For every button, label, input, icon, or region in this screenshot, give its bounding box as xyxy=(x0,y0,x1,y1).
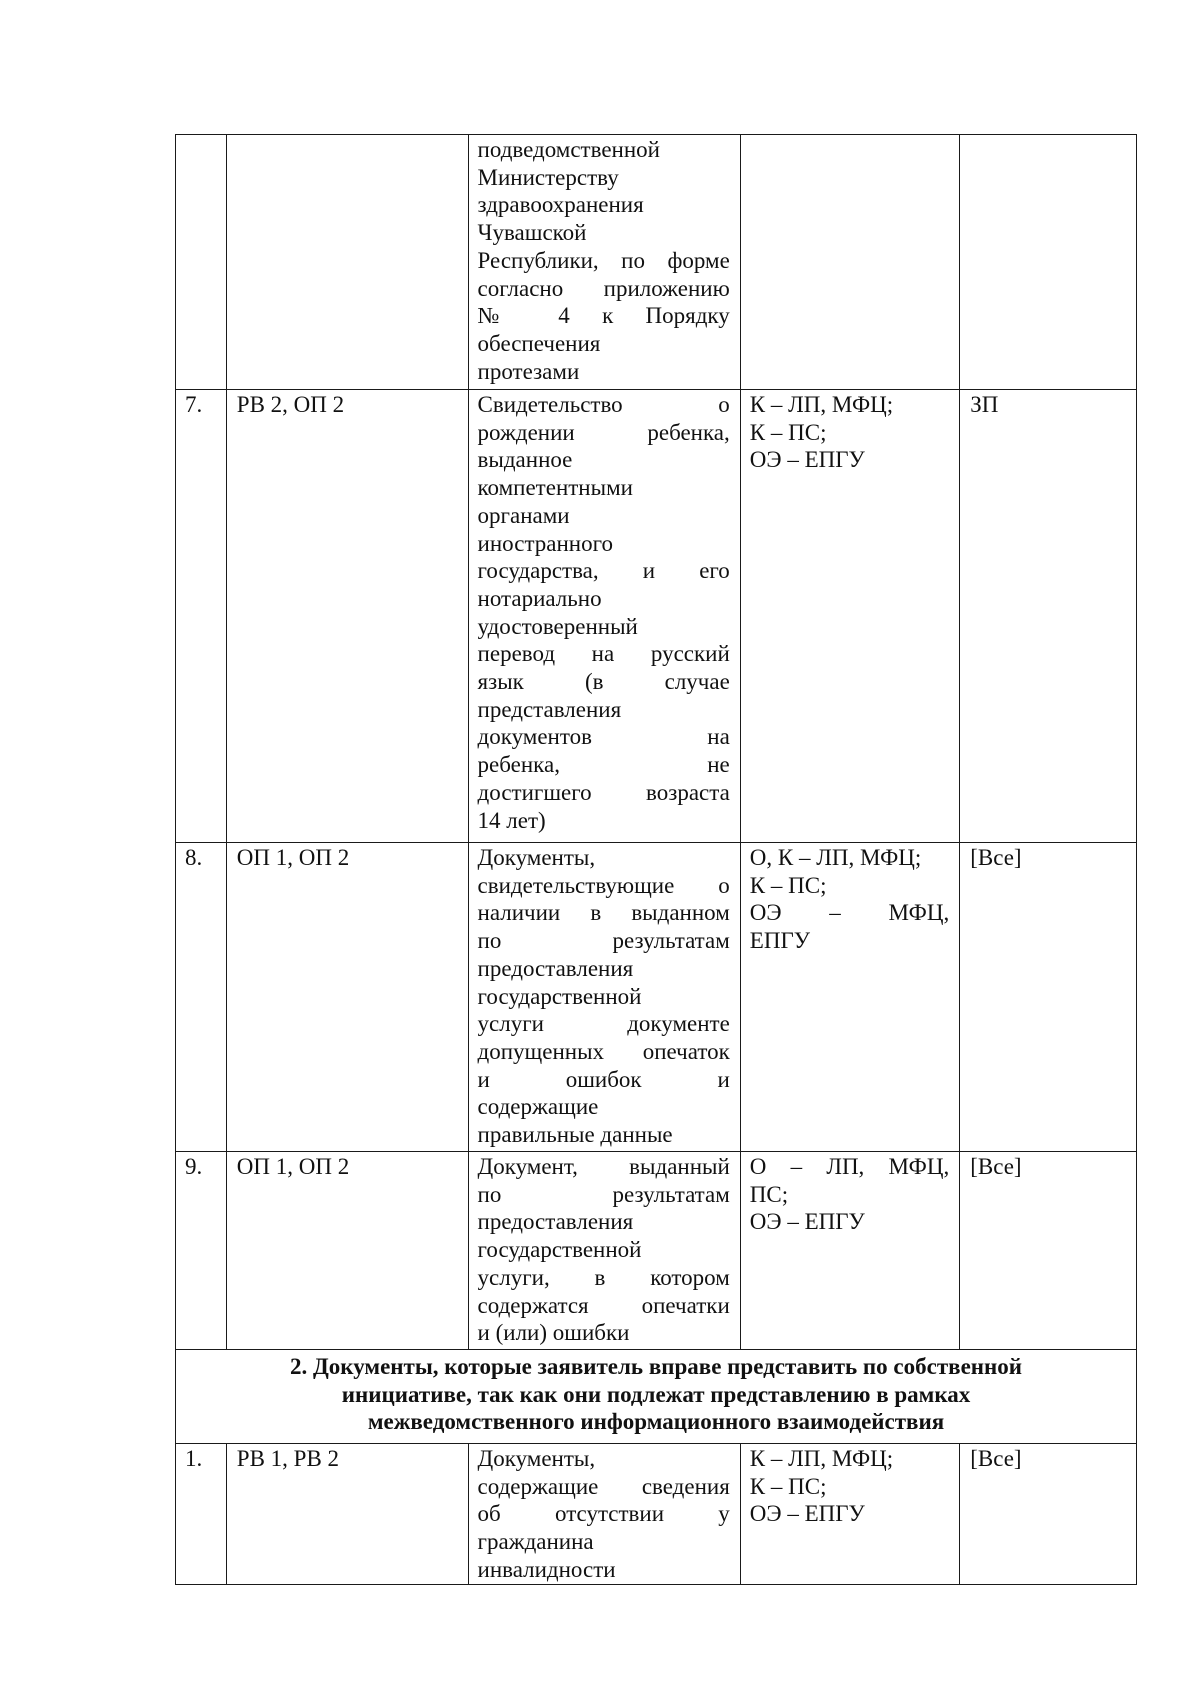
row-number: 9. xyxy=(176,1152,227,1350)
table-body xyxy=(176,135,1137,1585)
row-applicant-category xyxy=(960,390,1137,843)
section-heading-row xyxy=(176,1350,1137,1444)
section-heading-line: 2. Документы, которые заявитель вправе представить по собственной xyxy=(289,1354,1023,1379)
text-line: подведомственной xyxy=(477,137,660,162)
table-row xyxy=(176,1444,1137,1585)
row-code xyxy=(226,135,468,390)
text-line: [Все] xyxy=(970,845,1022,870)
section-heading xyxy=(176,1350,1137,1444)
text-line: инвалидности xyxy=(477,1556,616,1582)
row-submission-method xyxy=(740,843,959,1152)
text-line: услуги, в котором xyxy=(477,1264,730,1290)
text-line: 14 лет) xyxy=(477,807,546,833)
text-line: по результатам xyxy=(477,1181,730,1207)
section-heading-line: инициативе, так как они подлежат представлению в рамках xyxy=(341,1381,971,1407)
table-row xyxy=(176,135,1137,390)
text-line: содержатся опечатки xyxy=(477,1292,730,1318)
row-submission-method xyxy=(740,1152,959,1350)
text-line: Документы, xyxy=(477,1446,596,1471)
text-line: перевод на русский xyxy=(477,641,730,667)
table-row xyxy=(176,390,1137,843)
text-line: обеспечения xyxy=(477,330,601,356)
text-line: по результатам xyxy=(477,928,730,954)
text-line: О, К – ЛП, МФЦ; xyxy=(749,845,922,870)
text-line: ОЭ – ЕПГУ xyxy=(749,1501,865,1527)
text-line: и (или) ошибки xyxy=(477,1320,630,1346)
text-line: К – ПС; xyxy=(749,419,827,445)
table-row xyxy=(176,1152,1137,1350)
row-code: РВ 2, ОП 2 xyxy=(226,390,468,843)
text-line: ОЭ – МФЦ, xyxy=(749,900,950,926)
row-number: 7. xyxy=(176,390,227,843)
text-line: согласно приложению xyxy=(477,275,730,301)
text-line: [Все] xyxy=(970,1154,1022,1179)
documents-table xyxy=(175,134,1137,1585)
text-line: Свидетельство о xyxy=(477,392,730,417)
text-line: здравоохранения xyxy=(477,192,644,218)
row-submission-method xyxy=(740,135,959,390)
text-line: ОЭ – ЕПГУ xyxy=(749,1209,865,1235)
row-document xyxy=(468,1152,740,1350)
text-line: допущенных опечаток xyxy=(477,1038,730,1064)
text-line: ЗП xyxy=(970,392,999,417)
section-heading-line: межведомственного информационного взаимодействия xyxy=(367,1409,945,1435)
text-line: Документ, выданный xyxy=(477,1154,730,1179)
text-line: содержащие сведения xyxy=(477,1473,730,1499)
row-number: 8. xyxy=(176,843,227,1152)
text-line: государственной xyxy=(477,1237,642,1263)
row-code: ОП 1, ОП 2 xyxy=(226,1152,468,1350)
text-line: К – ЛП, МФЦ; xyxy=(749,1446,894,1471)
row-applicant-category xyxy=(960,1152,1137,1350)
text-line: рождении ребенка, xyxy=(477,419,730,445)
row-code: РВ 1, РВ 2 xyxy=(226,1444,468,1585)
row-submission-method xyxy=(740,1444,959,1585)
text-line: Министерству xyxy=(477,164,619,190)
text-line: достигшего возраста xyxy=(477,779,730,805)
text-line: выданное xyxy=(477,447,573,473)
row-document xyxy=(468,843,740,1152)
text-line: правильные данные xyxy=(477,1122,673,1148)
text-line: представления xyxy=(477,696,622,722)
text-line: гражданина xyxy=(477,1529,594,1555)
text-line: компетентными xyxy=(477,475,633,501)
text-line: ЕПГУ xyxy=(749,928,811,954)
row-code: ОП 1, ОП 2 xyxy=(226,843,468,1152)
text-line: Республики, по форме xyxy=(477,247,730,273)
text-line: ПС; xyxy=(749,1181,789,1207)
text-line: органами xyxy=(477,502,570,528)
text-line: и ошибок и xyxy=(477,1066,730,1092)
table-row xyxy=(176,843,1137,1152)
row-document xyxy=(468,135,740,390)
text-line: об отсутствии у xyxy=(477,1501,730,1527)
text-line: Документы, xyxy=(477,845,596,870)
text-line: К – ПС; xyxy=(749,1473,827,1499)
row-applicant-category xyxy=(960,1444,1137,1585)
row-document xyxy=(468,1444,740,1585)
text-line: ОЭ – ЕПГУ xyxy=(749,447,865,473)
row-document xyxy=(468,390,740,843)
text-line: Чувашской xyxy=(477,220,587,246)
text-line: К – ПС; xyxy=(749,872,827,898)
text-line: документов на xyxy=(477,724,730,750)
text-line: удостоверенный xyxy=(477,613,638,639)
row-number xyxy=(176,135,227,390)
text-line: № 4 к Порядку xyxy=(477,303,730,329)
text-line: услуги документе xyxy=(477,1011,730,1037)
text-line: О – ЛП, МФЦ, xyxy=(749,1154,950,1179)
row-submission-method xyxy=(740,390,959,843)
text-line: государства, и его xyxy=(477,558,730,584)
text-line: содержащие xyxy=(477,1094,599,1120)
text-line: иностранного xyxy=(477,530,613,556)
text-line: предоставления xyxy=(477,955,634,981)
text-line: язык (в случае xyxy=(477,669,730,695)
row-number: 1. xyxy=(176,1444,227,1585)
text-line: [Все] xyxy=(970,1446,1022,1471)
text-line: протезами xyxy=(477,358,580,384)
text-line: государственной xyxy=(477,983,642,1009)
text-line: предоставления xyxy=(477,1209,634,1235)
text-line: ребенка, не xyxy=(477,752,730,778)
text-line: наличии в выданном xyxy=(477,900,730,926)
text-line: свидетельствующие о xyxy=(477,872,730,898)
text-line: нотариально xyxy=(477,585,602,611)
row-applicant-category xyxy=(960,135,1137,390)
row-applicant-category xyxy=(960,843,1137,1152)
text-line: К – ЛП, МФЦ; xyxy=(749,392,894,417)
